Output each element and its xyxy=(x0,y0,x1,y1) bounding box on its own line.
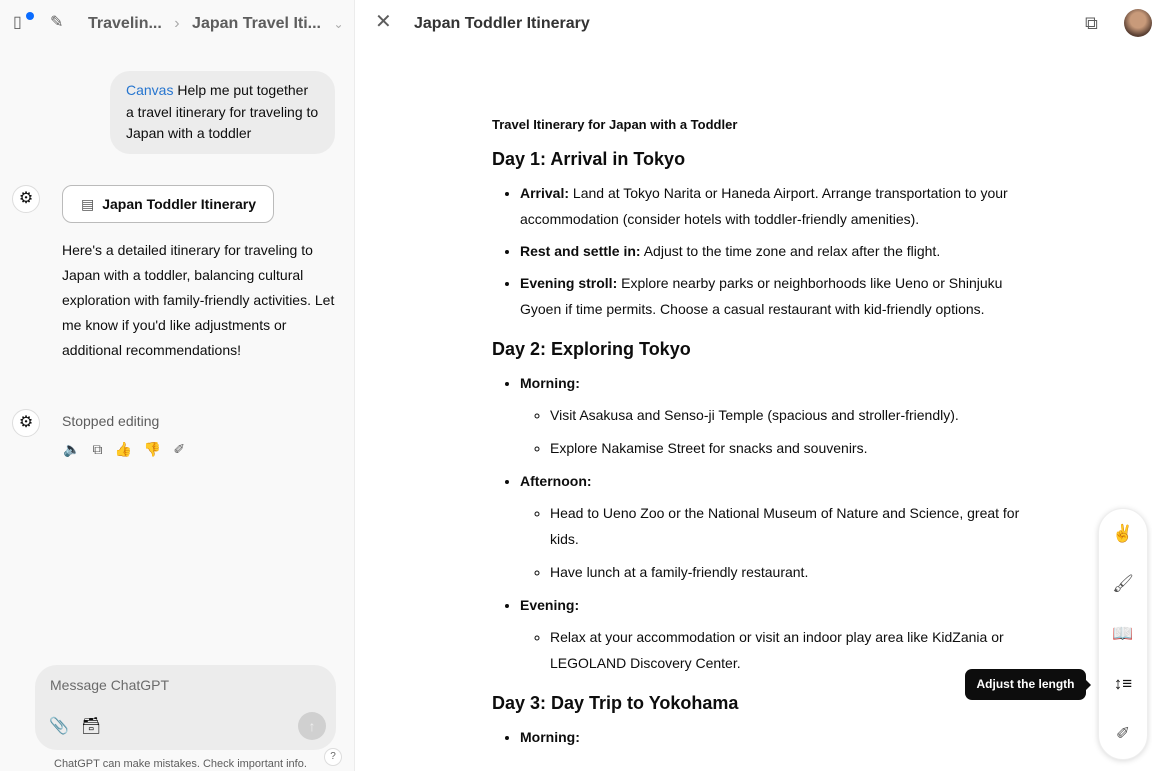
sub-item: ◦ Relax at your accommodation or visit an indoor play area like KidZania or LEGOLAND Discovery Center. xyxy=(550,624,1022,676)
sub-item: ◦ Explore Nakamise Street for snacks and souvenirs. xyxy=(550,435,1022,461)
tooltip: Adjust the length xyxy=(965,669,1086,700)
canvas-tag: Canvas xyxy=(126,82,174,98)
item-label: Arrival: xyxy=(520,185,570,201)
list-item xyxy=(520,370,1022,461)
message-input[interactable] xyxy=(50,677,290,693)
send-button[interactable]: ↑ xyxy=(298,712,326,740)
chevron-right-icon: › xyxy=(174,15,180,32)
suggest-edits-icon[interactable]: ✐ xyxy=(1115,724,1131,743)
reading-level-icon[interactable]: 📖 xyxy=(1112,624,1134,643)
breadcrumb-item[interactable]: Travelin... xyxy=(88,15,162,32)
day-heading: Day 1: Arrival in Tokyo xyxy=(492,149,686,169)
composer xyxy=(35,665,336,750)
new-chat-icon[interactable]: ✎ xyxy=(50,14,64,31)
thumbs-down-icon[interactable]: 👎 xyxy=(143,441,162,457)
list-item xyxy=(520,724,1022,750)
final-polish-icon[interactable]: 🖌 xyxy=(1112,574,1134,593)
list-item xyxy=(520,180,1022,232)
user-message xyxy=(110,71,335,154)
breadcrumb xyxy=(88,15,352,33)
read-aloud-icon[interactable]: 🔈 xyxy=(63,441,81,457)
document-icon: ▤ xyxy=(81,196,95,212)
item-text: Adjust to the time zone and relax after the flight. xyxy=(640,243,941,259)
breadcrumb-item[interactable]: Japan Travel Iti... xyxy=(192,15,321,32)
doc-title: Travel Itinerary for Japan with a Toddler xyxy=(492,117,738,132)
chevron-down-icon[interactable]: ⌄ xyxy=(333,17,344,31)
list-item xyxy=(520,238,1022,264)
item-label: Afternoon: xyxy=(520,473,592,489)
canvas-title: Japan Toddler Itinerary xyxy=(414,15,590,32)
close-icon[interactable]: ✕ xyxy=(375,11,392,33)
list-item xyxy=(520,270,1022,322)
tools-icon[interactable]: 🗃 xyxy=(81,718,102,735)
disclaimer: ChatGPT can make mistakes. Check important info. xyxy=(54,758,307,770)
avatar[interactable] xyxy=(1124,9,1152,37)
sub-item: ◦ Have lunch at a family-friendly restaurant. xyxy=(550,559,1022,585)
item-label: Evening: xyxy=(520,597,580,613)
item-label: Evening stroll: xyxy=(520,275,618,291)
item-label: Morning: xyxy=(520,375,580,391)
status-text: Stopped editing xyxy=(62,413,160,429)
item-text: Land at Tokyo Narita or Haneda Airport. Arrange transportation to your accommodation (consider hotels with toddler-friendly amenities). xyxy=(520,185,1008,227)
canvas-edit-toolbar xyxy=(1098,508,1148,760)
list-item xyxy=(520,592,1022,676)
chat-panel xyxy=(0,0,355,771)
add-emojis-icon[interactable]: ✌ xyxy=(1112,524,1134,543)
item-text: Explore nearby parks or neighborhoods like Ueno or Shinjuku Gyoen if time permits. Choose a casual restaurant with kid-friendly options. xyxy=(520,275,1003,317)
sidebar-toggle-icon[interactable]: ▯ xyxy=(13,13,22,33)
canvas-doc-card[interactable] xyxy=(62,185,274,223)
user-message-text: Help me put together a travel itinerary for traveling to Japan with a toddler xyxy=(126,82,319,141)
sub-item: ◦ Visit Asakusa and Senso-ji Temple (spacious and stroller-friendly). xyxy=(550,402,1022,428)
adjust-length-icon[interactable]: ↕≡ xyxy=(1113,674,1133,693)
notification-dot xyxy=(26,12,34,20)
edit-in-canvas-icon[interactable]: ✐ xyxy=(173,441,186,457)
copy-icon[interactable]: ⧉ xyxy=(1085,13,1098,33)
day-heading: Day 3: Day Trip to Yokohama xyxy=(492,693,739,713)
thumbs-up-icon[interactable]: 👍 xyxy=(114,441,132,457)
assistant-reply: Here's a detailed itinerary for traveling to Japan with a toddler, balancing cultural exploration with family-friendly activities. Let me know if you'd like adjustments or additional recommendations! xyxy=(62,242,335,358)
chatgpt-logo-icon: ⚙ xyxy=(12,409,40,437)
attach-icon[interactable]: 📎 xyxy=(49,718,69,735)
item-label: Morning: xyxy=(520,729,580,745)
help-button[interactable]: ? xyxy=(324,748,342,766)
day-heading: Day 2: Exploring Tokyo xyxy=(492,339,691,359)
copy-icon[interactable]: ⧉ xyxy=(92,441,103,457)
doc-card-title: Japan Toddler Itinerary xyxy=(102,196,257,212)
list-item xyxy=(520,468,1022,585)
canvas-document[interactable] xyxy=(492,116,1022,764)
item-label: Rest and settle in: xyxy=(520,243,641,259)
sub-item: ◦ Head to Ueno Zoo or the National Museum of Nature and Science, great for kids. xyxy=(550,500,1022,552)
chatgpt-logo-icon: ⚙ xyxy=(12,185,40,213)
message-actions xyxy=(63,441,185,458)
